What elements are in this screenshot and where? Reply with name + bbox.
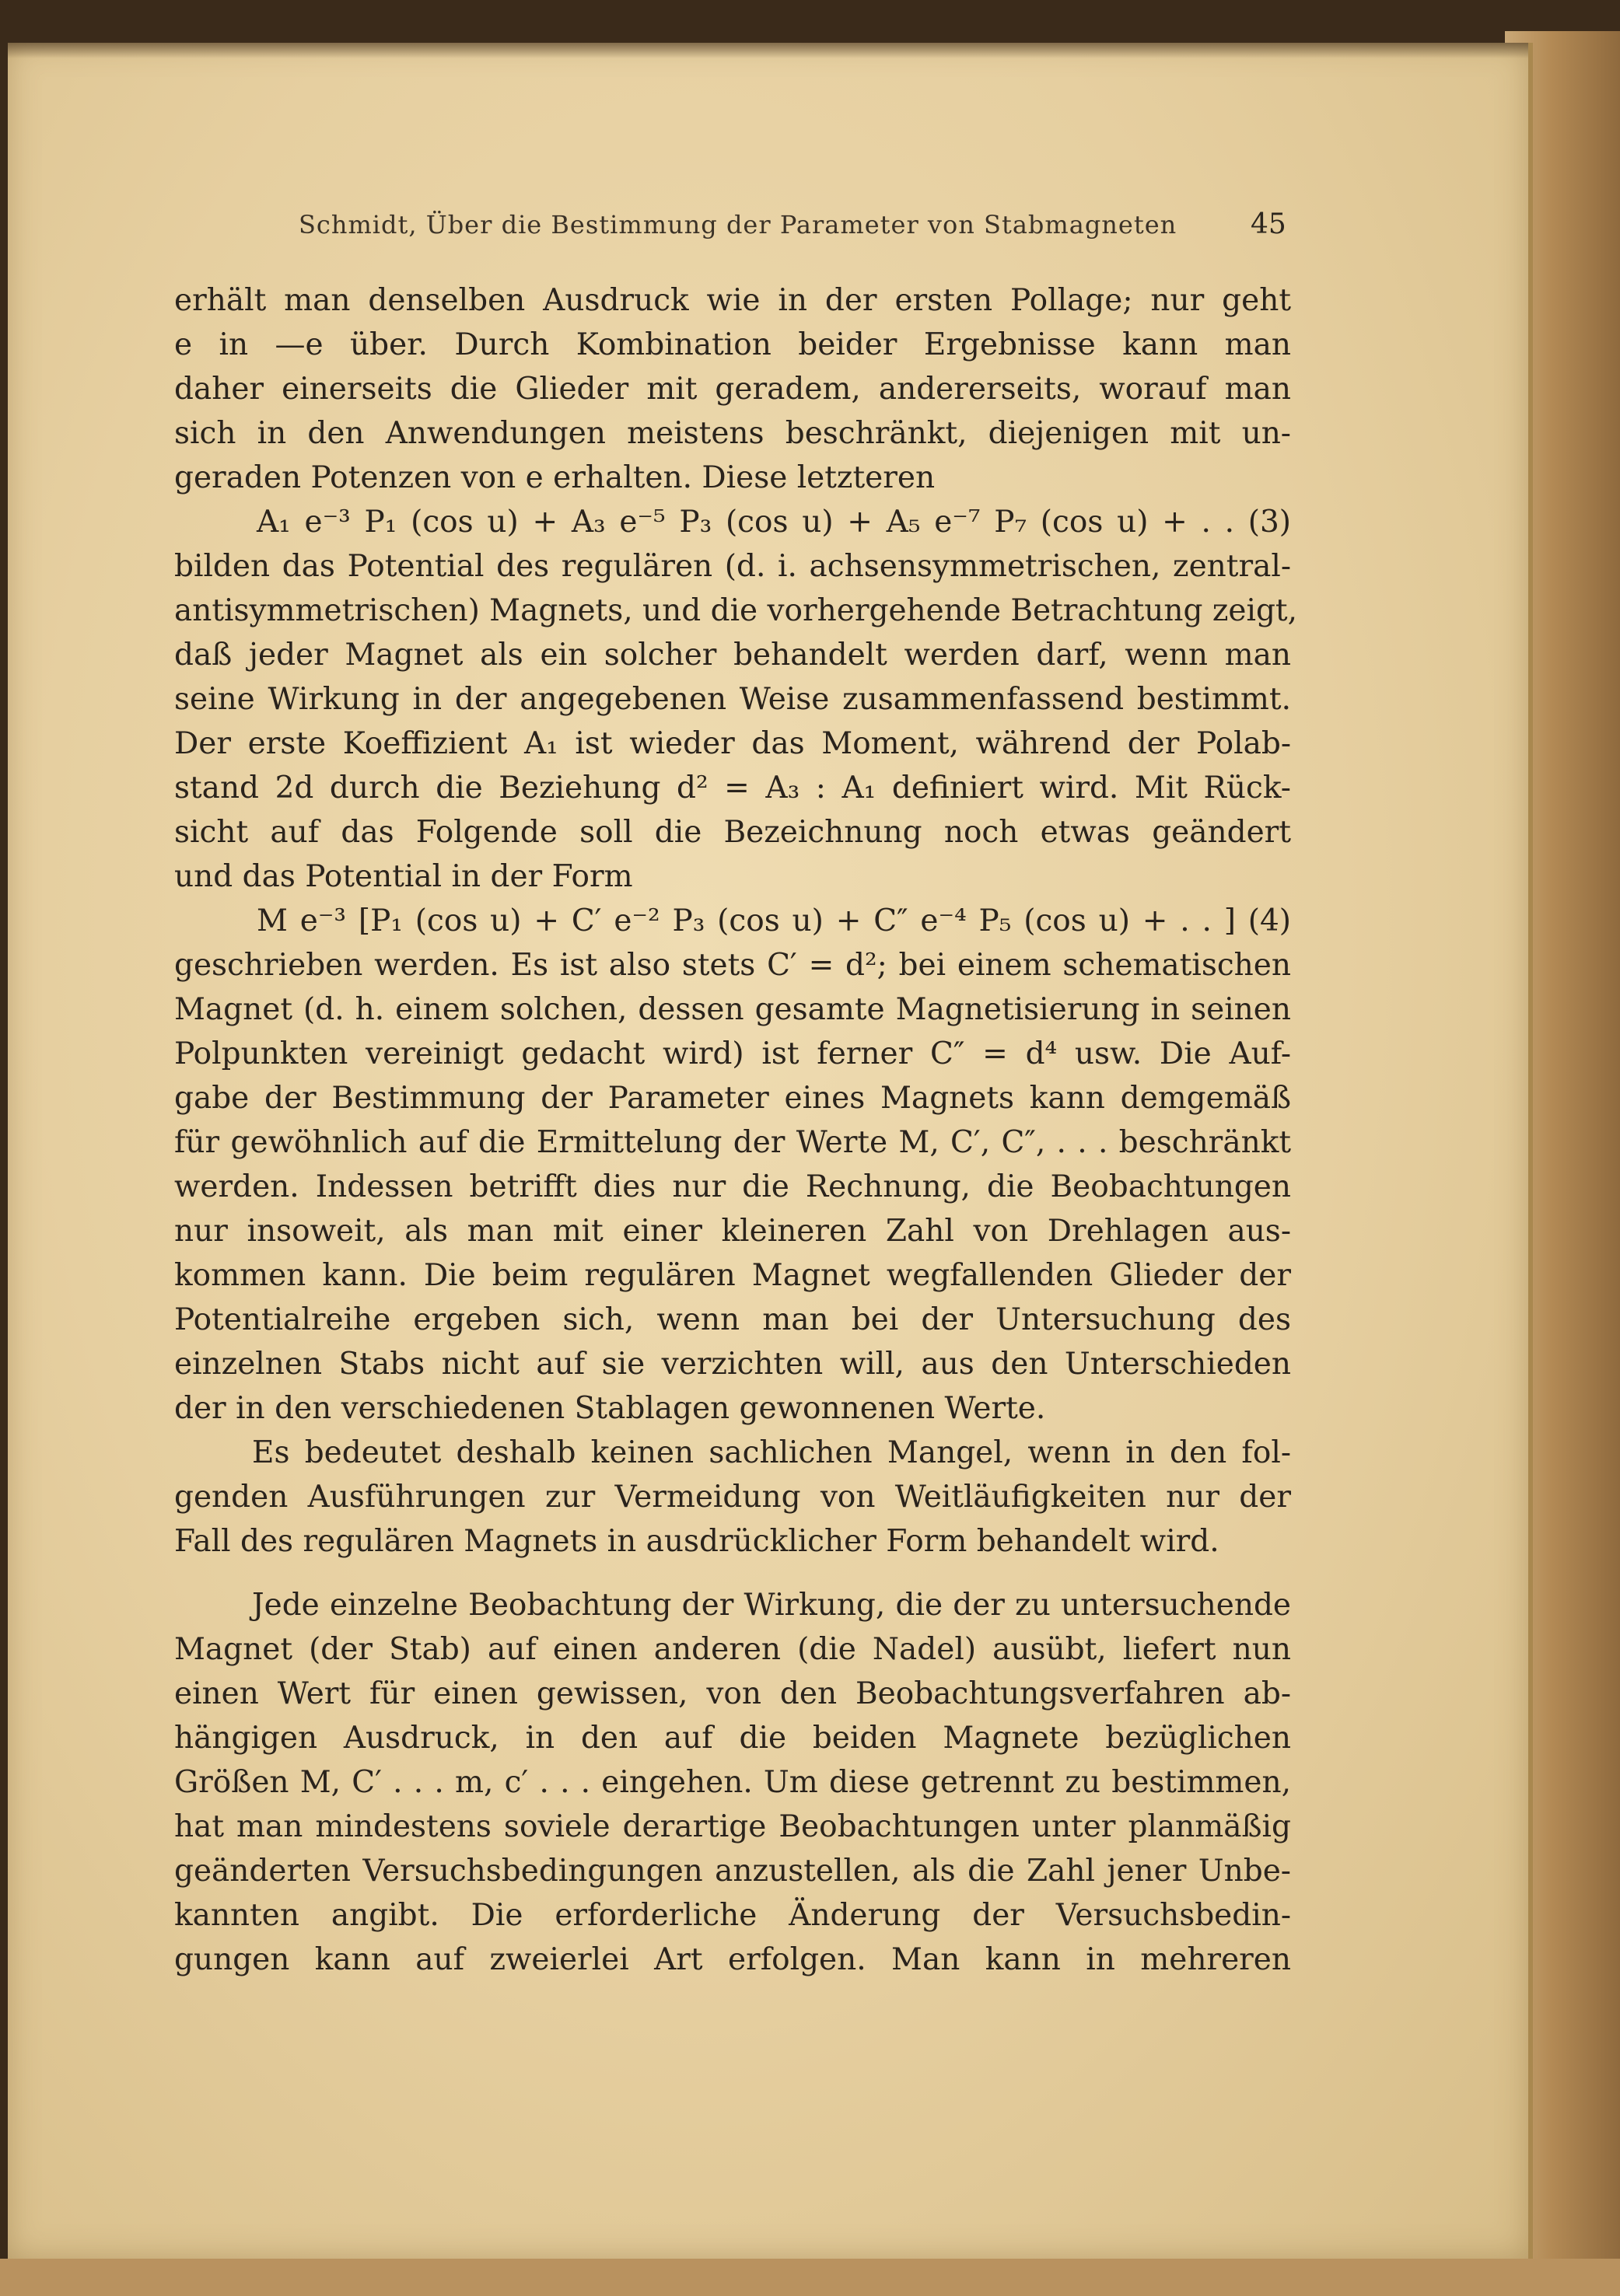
text-line: hängigen Ausdruck, in den auf die beiden Magnete bezüglichen <box>174 1721 1291 1756</box>
text-line: Magnet (d. h. einem solchen, dessen gesamte Magnetisierung in seinen <box>174 992 1291 1027</box>
equation-3: A₁ e⁻³ P₁ (cos u) + A₃ e⁻⁵ P₃ (cos u) + A₅ e⁻⁷ P₇ (cos u) + . . (3) <box>257 505 1291 540</box>
page-number: 45 <box>1251 208 1286 240</box>
text-line: stand 2d durch die Beziehung d² = A₃ : A₁ definiert wird. Mit Rück- <box>174 771 1291 806</box>
text-line: antisymmetrischen) Magnets, und die vorhergehende Betrachtung zeigt, <box>174 593 1297 628</box>
text-line: e in —e über. Durch Kombination beider Ergebnisse kann man <box>174 327 1291 362</box>
text-line: Fall des regulären Magnets in ausdrücklicher Form behandelt wird. <box>174 1524 1219 1559</box>
running-header: Schmidt, Über die Bestimmung der Parameter von Stabmagneten <box>299 210 1177 239</box>
text-line: nur insoweit, als man mit einer kleineren Zahl von Drehlagen aus- <box>174 1214 1291 1249</box>
text-line: Größen M, C′ . . . m, c′ . . . eingehen. Um diese getrennt zu bestimmen, <box>174 1765 1291 1800</box>
text-line: für gewöhnlich auf die Ermittelung der Werte M, C′, C″, . . . beschränkt <box>174 1125 1291 1160</box>
text-line: Es bedeutet deshalb keinen sachlichen Mangel, wenn in den fol- <box>252 1435 1291 1470</box>
text-line: gungen kann auf zweierlei Art erfolgen. Man kann in mehreren <box>174 1942 1291 1977</box>
text-line: daß jeder Magnet als ein solcher behandelt werden darf, wenn man <box>174 638 1291 673</box>
text-line: Der erste Koeffizient A₁ ist wieder das Moment, während der Polab- <box>174 726 1291 761</box>
text-line: geschrieben werden. Es ist also stets C′ = d²; bei einem schematischen <box>174 948 1291 983</box>
text-line: der in den verschiedenen Stablagen gewonnenen Werte. <box>174 1391 1046 1426</box>
text-line: geraden Potenzen von e erhalten. Diese letzteren <box>174 460 936 495</box>
text-line: Jede einzelne Beobachtung der Wirkung, die der zu untersuchende <box>252 1588 1291 1623</box>
paragraph-gap <box>174 1564 1291 1583</box>
text-line: kommen kann. Die beim regulären Magnet wegfallenden Glieder der <box>174 1258 1291 1293</box>
text-line: erhält man denselben Ausdruck wie in der ersten Pollage; nur geht <box>174 283 1291 318</box>
text-line: Magnet (der Stab) auf einen anderen (die Nadel) ausübt, liefert nun <box>174 1632 1291 1667</box>
text-line: einen Wert für einen gewissen, von den Beobachtungsverfahren ab- <box>174 1676 1291 1711</box>
text-line: und das Potential in der Form <box>174 859 633 894</box>
text-line: hat man mindestens soviele derartige Beobachtungen unter planmäßig <box>174 1809 1291 1844</box>
text-line: geänderten Versuchsbedingungen anzustellen, als die Zahl jener Unbe- <box>174 1854 1291 1889</box>
text-line: Polpunkten vereinigt gedacht wird) ist ferner C″ = d⁴ usw. Die Auf- <box>174 1036 1291 1071</box>
text-line: sich in den Anwendungen meistens beschränkt, diejenigen mit un- <box>174 416 1291 451</box>
text-line: bilden das Potential des regulären (d. i. achsensymmetrischen, zentral- <box>174 549 1291 584</box>
text-line: einzelnen Stabs nicht auf sie verzichten will, aus den Unterschieden <box>174 1347 1291 1382</box>
page-body <box>174 278 1297 1982</box>
text-line: kannten angibt. Die erforderliche Änderung der Versuchsbedin- <box>174 1898 1291 1933</box>
text-line: daher einerseits die Glieder mit geradem, andererseits, worauf man <box>174 372 1291 407</box>
text-line: gabe der Bestimmung der Parameter eines Magnets kann demgemäß <box>174 1081 1291 1116</box>
text-line: seine Wirkung in der angegebenen Weise zusammenfassend bestimmt. <box>174 682 1291 717</box>
text-line: Potentialreihe ergeben sich, wenn man bei der Untersuchung des <box>174 1302 1291 1337</box>
text-line: werden. Indessen betrifft dies nur die Rechnung, die Beobachtungen <box>174 1169 1291 1204</box>
text-line: genden Ausführungen zur Vermeidung von Weitläufigkeiten nur der <box>174 1480 1291 1515</box>
equation-4: M e⁻³ [P₁ (cos u) + C′ e⁻² P₃ (cos u) + C″ e⁻⁴ P₅ (cos u) + . . ] (4) <box>257 903 1291 938</box>
page-shadow <box>8 43 1528 58</box>
text-line: sicht auf das Folgende soll die Bezeichnung noch etwas geändert <box>174 815 1291 850</box>
book-edge-bottom <box>0 2259 1620 2296</box>
